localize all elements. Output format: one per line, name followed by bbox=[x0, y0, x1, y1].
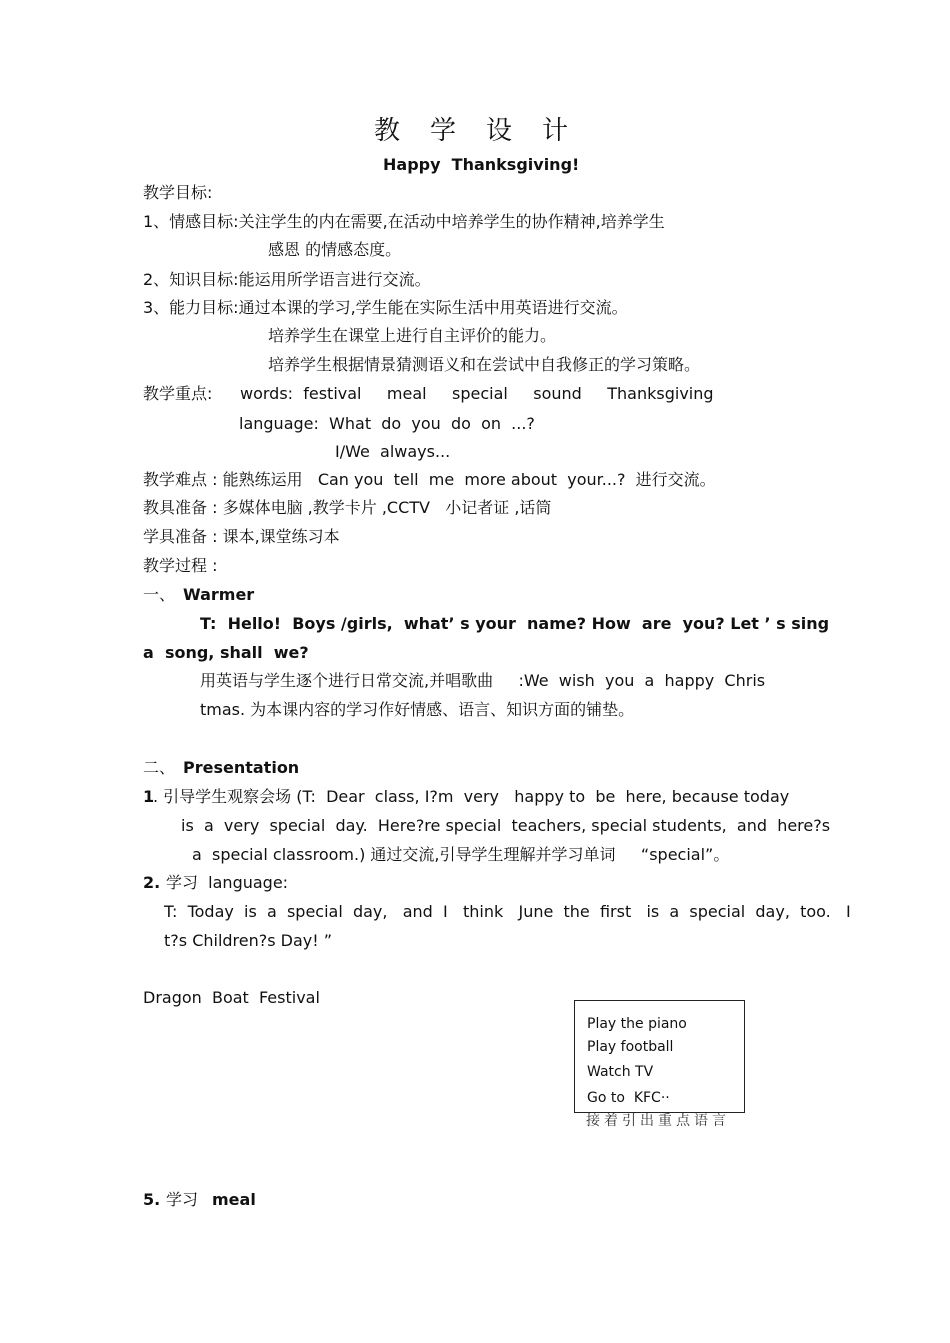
warmer-dialogue-line-1: T: Hello! Boys /girls, what’ s your name? How are you? Let ’ s sing bbox=[200, 614, 830, 633]
warmer-number: 一、 bbox=[143, 585, 176, 604]
step-2-line-1: 学习 language: bbox=[166, 873, 289, 892]
warmer-description-2: tmas. 为本课内容的学习作好情感、语言、知识方面的铺垫。 bbox=[200, 700, 635, 719]
process-heading: 教学过程 : bbox=[143, 556, 218, 575]
activity-box bbox=[574, 1000, 745, 1113]
objective-ability-cont-2: 培养学生根据情景猜测语义和在尝试中自我修正的学习策略。 bbox=[268, 355, 701, 374]
activity-item: Play football bbox=[587, 1039, 674, 1055]
objective-emotion-cont: 感恩 的情感态度。 bbox=[268, 240, 402, 259]
key-points-words: words: festival meal special sound Thanksgiving bbox=[240, 384, 714, 403]
learning-aids: 学具准备 : 课本,课堂练习本 bbox=[143, 527, 340, 546]
activity-item: Watch TV bbox=[587, 1064, 654, 1080]
step-1-line-3: a special classroom.) 通过交流,引导学生理解并学习单词 “special”。 bbox=[192, 845, 730, 864]
objective-ability-cont-1: 培养学生在课堂上进行自主评价的能力。 bbox=[268, 326, 557, 345]
page-title: 教学设计 bbox=[374, 116, 599, 146]
warmer-dialogue-line-2: a song, shall we? bbox=[143, 643, 309, 662]
step-1-number: 1 bbox=[143, 787, 155, 806]
activity-item: Play the piano bbox=[587, 1016, 687, 1032]
step-1-line-2: is a very special day. Here?re special teachers, special students, and here?s bbox=[181, 816, 831, 835]
objective-ability: 3、能力目标:通过本课的学习,学生能在实际生活中用英语进行交流。 bbox=[143, 298, 628, 317]
step-5-number: 5. bbox=[143, 1190, 161, 1209]
warmer-description-1: 用英语与学生逐个进行日常交流,并唱歌曲 :We wish you a happy Chris bbox=[200, 671, 766, 690]
step-2-line-3: t?s Children?s Day! ” bbox=[164, 931, 333, 950]
festival-name: Dragon Boat Festival bbox=[143, 988, 320, 1007]
step-5-word: meal bbox=[212, 1190, 256, 1209]
objective-knowledge: 2、知识目标:能运用所学语言进行交流。 bbox=[143, 270, 431, 289]
objective-emotion: 1、情感目标:关注学生的内在需要,在活动中培养学生的协作精神,培养学生 bbox=[143, 212, 665, 231]
step-2-line-2: T: Today is a special day, and I think June the first is a special day, too. I bbox=[164, 902, 851, 921]
difficulty: 教学难点 : 能熟练运用 Can you tell me more about your...? 进行交流。 bbox=[143, 470, 716, 489]
warmer-title: Warmer bbox=[183, 585, 255, 604]
key-points-answer: I/We always... bbox=[335, 442, 451, 461]
presentation-number: 二、 bbox=[143, 758, 176, 777]
step-5-label: 学习 bbox=[166, 1190, 199, 1209]
key-points-label: 教学重点: bbox=[143, 384, 213, 403]
activity-item: Go to KFC·· bbox=[587, 1090, 670, 1106]
teaching-aids: 教具准备 : 多媒体电脑 ,教学卡片 ,CCTV 小记者证 ,话筒 bbox=[143, 498, 552, 517]
step-1-line-1: . 引导学生观察会场 (T: Dear class, I?m very happy to be here, because today bbox=[153, 787, 790, 806]
lesson-subtitle: Happy Thanksgiving! bbox=[383, 155, 580, 174]
key-points-language: language: What do you do on ...? bbox=[239, 414, 535, 433]
box-note: 接着引出重点语言 bbox=[586, 1113, 730, 1129]
objectives-heading: 教学目标: bbox=[143, 183, 213, 202]
step-2-number: 2. bbox=[143, 873, 161, 892]
presentation-title: Presentation bbox=[183, 758, 300, 777]
